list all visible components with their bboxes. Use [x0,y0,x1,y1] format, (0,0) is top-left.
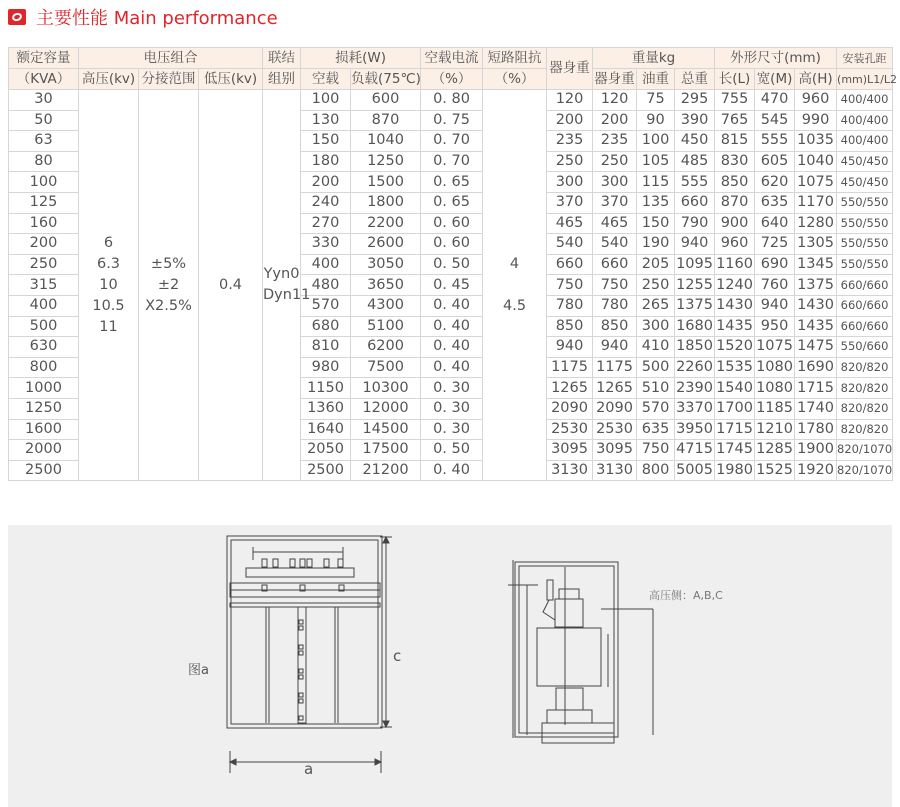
cell-capacity: 400 [9,295,79,316]
cell-body-weight: 540 [547,234,593,255]
cell-weight-oil: 500 [637,357,675,378]
impedance-values-value: 4.5 [503,297,527,314]
cell-load-loss: 14500 [351,419,421,440]
cell-weight-oil: 75 [637,90,675,111]
cell-length: 1715 [715,419,755,440]
cell-mount-spacing: 550/660 [837,337,893,358]
connection-group-values [263,90,311,481]
cell-mount-spacing: 550/550 [837,254,893,275]
cell-mount-spacing: 400/400 [837,90,893,111]
cell-length: 755 [715,90,755,111]
cell-width: 605 [755,151,795,172]
cell-mount-spacing: 660/660 [837,316,893,337]
cell-length: 1700 [715,398,755,419]
cell-no-load-loss: 400 [301,254,351,275]
cell-weight-oil: 410 [637,337,675,358]
header-len: 长(L) [715,69,755,90]
cell-body-weight: 1175 [547,357,593,378]
cell-capacity: 30 [9,90,79,111]
header-w-total: 总重 [675,69,715,90]
cell-body-weight: 2530 [547,419,593,440]
cell-length: 1540 [715,378,755,399]
cell-weight-body: 1265 [593,378,637,399]
tap-range-values-value: ±5% [150,255,187,272]
cell-weight-total: 1850 [675,337,715,358]
cell-body-weight: 750 [547,275,593,296]
cell-capacity: 200 [9,234,79,255]
cell-load-loss: 5100 [351,316,421,337]
dimension-c-label: c [393,647,402,665]
cell-no-load-loss: 810 [301,337,351,358]
header-capacity: 额定容量 [9,48,79,69]
cell-no-load-loss: 200 [301,172,351,193]
hv-voltage-values-value: 11 [99,318,118,335]
side-view-drawing [508,560,653,743]
cell-weight-oil: 135 [637,192,675,213]
cell-body-weight: 120 [547,90,593,111]
cell-width: 1285 [755,440,795,461]
cell-weight-total: 450 [675,131,715,152]
cell-noload-current: 0. 40 [421,357,483,378]
cell-weight-oil: 800 [637,460,675,481]
cell-mount-spacing: 400/400 [837,110,893,131]
cell-weight-total: 2390 [675,378,715,399]
cell-weight-body: 3095 [593,440,637,461]
connection-group-values-value: Yyn0 [263,266,300,283]
cell-length: 850 [715,172,755,193]
cell-height: 1035 [795,131,837,152]
cell-body-weight: 780 [547,295,593,316]
cell-height: 1900 [795,440,837,461]
header-loss: 损耗(W) [301,48,421,69]
cell-no-load-loss: 570 [301,295,351,316]
cell-height: 960 [795,90,837,111]
cell-mount-spacing: 820/1070 [837,460,893,481]
cell-capacity: 1000 [9,378,79,399]
cell-body-weight: 235 [547,131,593,152]
cell-weight-oil: 205 [637,254,675,275]
header-w-oil: 油重 [637,69,675,90]
header-impedance-unit: （%） [483,69,547,90]
cell-body-weight: 850 [547,316,593,337]
hv-voltage-values-value: 10 [99,276,118,293]
cell-width: 640 [755,213,795,234]
cell-body-weight: 200 [547,110,593,131]
lv-voltage-values [199,90,263,481]
cell-noload-current: 0. 80 [421,90,483,111]
cell-width: 690 [755,254,795,275]
cell-mount-spacing: 450/450 [837,172,893,193]
cell-height: 1780 [795,419,837,440]
cell-weight-body: 2090 [593,398,637,419]
header-noload-current-unit: （%） [421,69,483,90]
cell-body-weight: 250 [547,151,593,172]
cell-no-load-loss: 100 [301,90,351,111]
cell-load-loss: 2600 [351,234,421,255]
tap-range-values [139,90,199,481]
cell-noload-current: 0. 65 [421,172,483,193]
cell-length: 765 [715,110,755,131]
header-hv: 高压(kv) [79,69,139,90]
cell-weight-total: 555 [675,172,715,193]
header-mount-unit: (mm)L1/L2 [837,69,893,90]
cell-no-load-loss: 1640 [301,419,351,440]
cell-load-loss: 21200 [351,460,421,481]
header-load: 负载(75℃) [351,69,421,90]
cell-body-weight: 940 [547,337,593,358]
cell-capacity: 125 [9,192,79,213]
cell-weight-body: 250 [593,151,637,172]
cell-noload-current: 0. 75 [421,110,483,131]
cell-weight-oil: 105 [637,151,675,172]
cell-height: 1375 [795,275,837,296]
cell-width: 1185 [755,398,795,419]
cell-mount-spacing: 450/450 [837,151,893,172]
header-mount: 安装孔距 [837,48,893,69]
cell-weight-body: 780 [593,295,637,316]
cell-width: 950 [755,316,795,337]
header-no-load: 空载 [301,69,351,90]
cell-weight-body: 370 [593,192,637,213]
cell-mount-spacing: 550/550 [837,234,893,255]
cell-capacity: 160 [9,213,79,234]
cell-load-loss: 4300 [351,295,421,316]
cell-width: 545 [755,110,795,131]
cell-length: 1535 [715,357,755,378]
cell-no-load-loss: 180 [301,151,351,172]
cell-length: 1160 [715,254,755,275]
cell-noload-current: 0. 60 [421,234,483,255]
tap-range-values-value: X2.5% [145,297,192,314]
brand-logo-icon [8,9,26,25]
cell-body-weight: 1265 [547,378,593,399]
cell-noload-current: 0. 70 [421,151,483,172]
header-tap: 分接范围 [139,69,199,90]
cell-length: 1430 [715,295,755,316]
cell-load-loss: 2200 [351,213,421,234]
cell-length: 1240 [715,275,755,296]
cell-capacity: 63 [9,131,79,152]
cell-mount-spacing: 550/550 [837,213,893,234]
header-w-body: 器身重 [593,69,637,90]
cell-no-load-loss: 150 [301,131,351,152]
cell-capacity: 250 [9,254,79,275]
cell-load-loss: 6200 [351,337,421,358]
impedance-values-value [483,275,546,296]
cell-weight-total: 295 [675,90,715,111]
hv-voltage-values-value: 6 [103,234,114,251]
cell-weight-body: 3130 [593,460,637,481]
hv-voltage-values-value: 10.5 [92,297,125,314]
header-voltage-group: 电压组合 [79,48,263,69]
cell-width: 470 [755,90,795,111]
section-title [8,4,278,30]
cell-weight-oil: 265 [637,295,675,316]
cell-length: 815 [715,131,755,152]
diagram-panel [8,525,892,807]
cell-capacity: 800 [9,357,79,378]
cell-noload-current: 0. 45 [421,275,483,296]
cell-length: 1980 [715,460,755,481]
cell-noload-current: 0. 50 [421,254,483,275]
cell-no-load-loss: 330 [301,234,351,255]
cell-mount-spacing: 400/400 [837,131,893,152]
cell-height: 1430 [795,295,837,316]
cell-no-load-loss: 1150 [301,378,351,399]
header-body-weight: 器身重 [547,48,593,90]
cell-mount-spacing: 660/660 [837,295,893,316]
cell-load-loss: 12000 [351,398,421,419]
cell-height: 1040 [795,151,837,172]
header-noload-current: 空载电流 [421,48,483,69]
cell-load-loss: 7500 [351,357,421,378]
cell-weight-total: 660 [675,192,715,213]
header-dims: 外形尺寸(mm) [715,48,837,69]
cell-length: 960 [715,234,755,255]
impedance-values [483,90,547,481]
cell-height: 1475 [795,337,837,358]
cell-weight-total: 390 [675,110,715,131]
cell-body-weight: 370 [547,192,593,213]
header-hei: 高(H) [795,69,837,90]
cell-weight-body: 850 [593,316,637,337]
cell-mount-spacing: 550/550 [837,192,893,213]
cell-noload-current: 0. 65 [421,192,483,213]
cell-weight-body: 750 [593,275,637,296]
cell-weight-body: 300 [593,172,637,193]
cell-body-weight: 465 [547,213,593,234]
cell-load-loss: 3650 [351,275,421,296]
cell-weight-oil: 100 [637,131,675,152]
cell-capacity: 2500 [9,460,79,481]
header-impedance: 短路阻抗 [483,48,547,69]
cell-weight-total: 1255 [675,275,715,296]
cell-length: 1745 [715,440,755,461]
header-lv: 低压(kv) [199,69,263,90]
cell-capacity: 80 [9,151,79,172]
cell-length: 870 [715,192,755,213]
cell-height: 1170 [795,192,837,213]
front-view-drawing [227,536,392,773]
cell-weight-body: 200 [593,110,637,131]
cell-noload-current: 0. 40 [421,316,483,337]
cell-weight-total: 4715 [675,440,715,461]
cell-no-load-loss: 2500 [301,460,351,481]
cell-capacity: 2000 [9,440,79,461]
header-weight: 重量kg [593,48,715,69]
cell-noload-current: 0. 40 [421,295,483,316]
cell-weight-body: 120 [593,90,637,111]
hv-voltage-values [79,90,139,481]
cell-mount-spacing: 820/1070 [837,440,893,461]
cell-width: 1080 [755,357,795,378]
cell-weight-oil: 750 [637,440,675,461]
cell-no-load-loss: 240 [301,192,351,213]
cell-weight-body: 2530 [593,419,637,440]
cell-width: 1210 [755,419,795,440]
cell-width: 555 [755,131,795,152]
tap-range-values-value: ±2 [157,276,180,293]
cell-length: 1435 [715,316,755,337]
lv-voltage-values-value: 0.4 [218,276,243,293]
figure-label: 图a [188,663,209,678]
cell-no-load-loss: 270 [301,213,351,234]
cell-no-load-loss: 130 [301,110,351,131]
cell-no-load-loss: 1360 [301,398,351,419]
connection-group-values-value: Dyn11 [263,287,311,304]
cell-weight-oil: 635 [637,419,675,440]
cell-weight-oil: 510 [637,378,675,399]
cell-weight-total: 2260 [675,357,715,378]
cell-body-weight: 300 [547,172,593,193]
cell-no-load-loss: 680 [301,316,351,337]
cell-load-loss: 10300 [351,378,421,399]
cell-weight-oil: 190 [637,234,675,255]
cell-weight-total: 790 [675,213,715,234]
header-capacity-unit: （KVA） [9,69,79,90]
cell-mount-spacing: 820/820 [837,378,893,399]
cell-weight-oil: 115 [637,172,675,193]
cell-width: 940 [755,295,795,316]
cell-weight-total: 1375 [675,295,715,316]
cell-noload-current: 0. 30 [421,398,483,419]
cell-mount-spacing: 820/820 [837,398,893,419]
cell-mount-spacing: 820/820 [837,357,893,378]
cell-noload-current: 0. 40 [421,337,483,358]
dimension-a-label: a [304,760,314,778]
cell-load-loss: 1500 [351,172,421,193]
cell-height: 1715 [795,378,837,399]
cell-height: 990 [795,110,837,131]
cell-width: 1080 [755,378,795,399]
cell-weight-total: 3370 [675,398,715,419]
cell-capacity: 1250 [9,398,79,419]
cell-height: 1280 [795,213,837,234]
section-title-text: 主要性能 Main performance [36,8,278,29]
cell-mount-spacing: 820/820 [837,419,893,440]
cell-body-weight: 2090 [547,398,593,419]
cell-height: 1075 [795,172,837,193]
cell-height: 1435 [795,316,837,337]
cell-weight-total: 485 [675,151,715,172]
cell-weight-total: 3950 [675,419,715,440]
cell-width: 1075 [755,337,795,358]
cell-height: 1690 [795,357,837,378]
cell-width: 1525 [755,460,795,481]
cell-body-weight: 660 [547,254,593,275]
performance-table [8,47,898,481]
cell-capacity: 50 [9,110,79,131]
cell-capacity: 100 [9,172,79,193]
cell-mount-spacing: 660/660 [837,275,893,296]
cell-weight-oil: 570 [637,398,675,419]
cell-no-load-loss: 480 [301,275,351,296]
cell-capacity: 315 [9,275,79,296]
cell-weight-total: 940 [675,234,715,255]
cell-weight-oil: 90 [637,110,675,131]
cell-weight-body: 660 [593,254,637,275]
cell-load-loss: 3050 [351,254,421,275]
cell-height: 1305 [795,234,837,255]
cell-weight-oil: 300 [637,316,675,337]
cell-body-weight: 3095 [547,440,593,461]
hv-voltage-values-value: 6.3 [96,255,121,272]
cell-weight-body: 465 [593,213,637,234]
cell-noload-current: 0. 30 [421,419,483,440]
cell-length: 830 [715,151,755,172]
cell-capacity: 630 [9,337,79,358]
cell-width: 635 [755,192,795,213]
cell-height: 1920 [795,460,837,481]
cell-weight-body: 940 [593,337,637,358]
cell-weight-oil: 250 [637,275,675,296]
cell-weight-body: 540 [593,234,637,255]
cell-load-loss: 870 [351,110,421,131]
cell-noload-current: 0. 40 [421,460,483,481]
header-connection-2: 组别 [263,69,301,90]
cell-weight-oil: 150 [637,213,675,234]
hv-side-label: 高压侧：A,B,C [649,589,723,602]
cell-load-loss: 1250 [351,151,421,172]
cell-height: 1740 [795,398,837,419]
cell-load-loss: 17500 [351,440,421,461]
cell-weight-total: 5005 [675,460,715,481]
cell-length: 900 [715,213,755,234]
cell-no-load-loss: 2050 [301,440,351,461]
table-row [9,90,893,111]
cell-weight-body: 235 [593,131,637,152]
cell-weight-body: 1175 [593,357,637,378]
cell-noload-current: 0. 60 [421,213,483,234]
header-wid: 宽(M) [755,69,795,90]
cell-weight-total: 1680 [675,316,715,337]
cell-width: 725 [755,234,795,255]
cell-height: 1345 [795,254,837,275]
cell-noload-current: 0. 70 [421,131,483,152]
transformer-drawings [8,525,892,807]
cell-width: 620 [755,172,795,193]
cell-length: 1520 [715,337,755,358]
cell-noload-current: 0. 50 [421,440,483,461]
cell-load-loss: 1800 [351,192,421,213]
impedance-values-value: 4 [509,255,520,272]
cell-noload-current: 0. 30 [421,378,483,399]
cell-width: 760 [755,275,795,296]
cell-body-weight: 3130 [547,460,593,481]
cell-weight-total: 1095 [675,254,715,275]
cell-no-load-loss: 980 [301,357,351,378]
cell-capacity: 1600 [9,419,79,440]
cell-load-loss: 1040 [351,131,421,152]
cell-load-loss: 600 [351,90,421,111]
cell-capacity: 500 [9,316,79,337]
header-connection: 联结 [263,48,301,69]
